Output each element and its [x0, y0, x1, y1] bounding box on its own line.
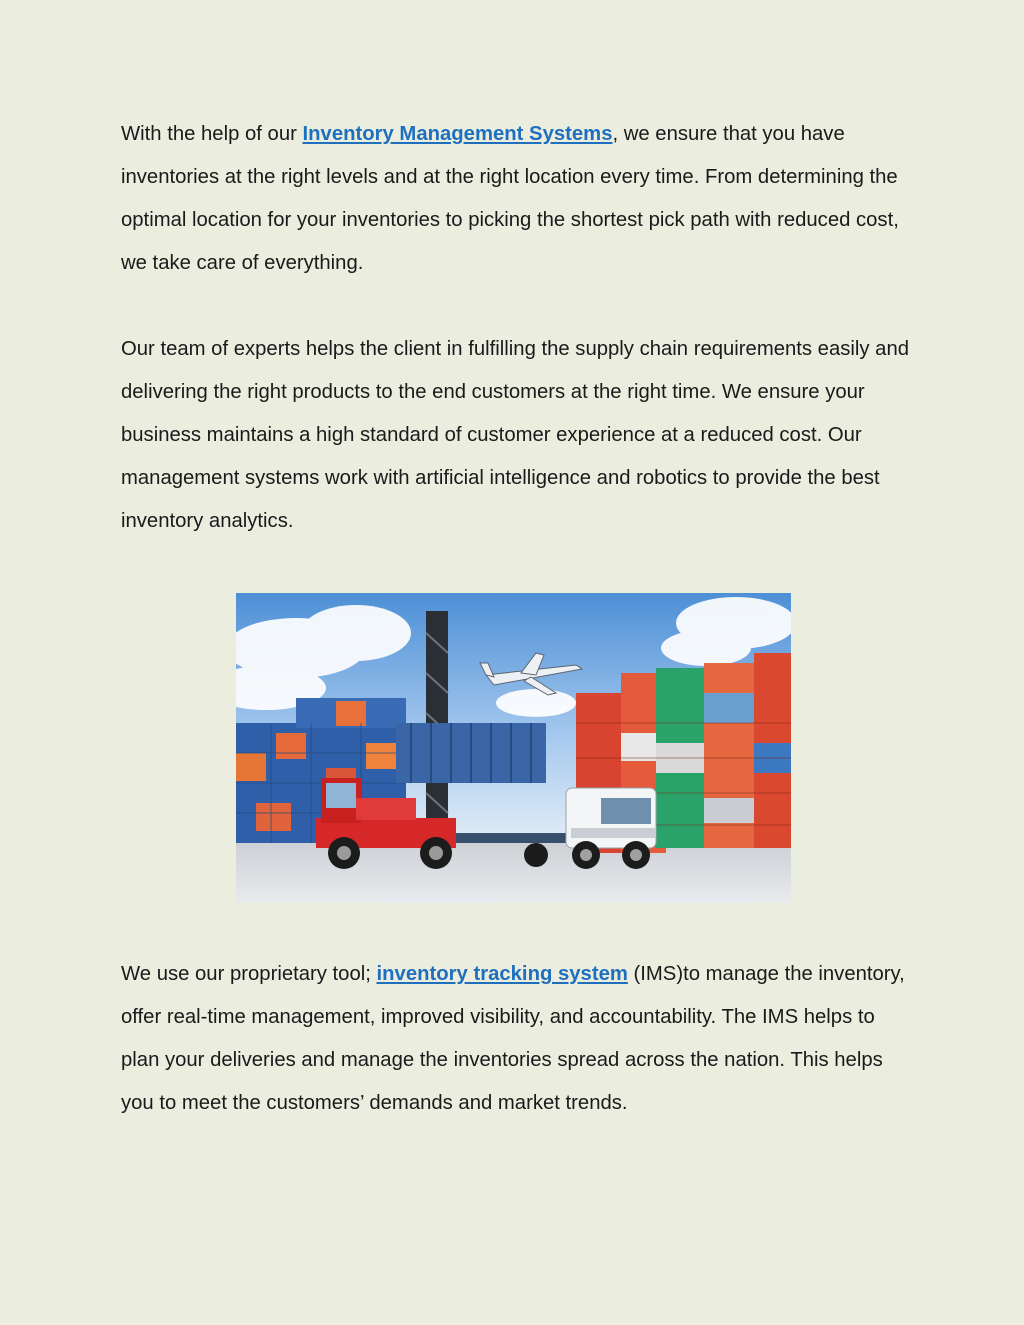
- logistics-photo: [236, 593, 791, 903]
- inventory-management-systems-link[interactable]: Inventory Management Systems: [302, 123, 613, 145]
- paragraph-tracking-text-after: (IMS)to manage the inventory, offer real-time management, improved visibility, and accountability. The IMS helps to plan your deliveries and manage the inventories spread across the nation. This helps you to meet the customers’ demands and market trends.: [121, 963, 905, 1114]
- paragraph-intro: [121, 113, 911, 285]
- paragraph-experts: [121, 328, 911, 543]
- paragraph-intro-text-after: , we ensure that you have inventories at the right levels and at the right location every time. From determining the optimal location for your inventories to picking the shortest pick path with reduced cost, we take care of everything.: [121, 123, 899, 274]
- paragraph-tracking-text-before: We use our proprietary tool;: [121, 963, 377, 985]
- inventory-tracking-system-link[interactable]: inventory tracking system: [376, 963, 628, 985]
- paragraph-experts-text: Our team of experts helps the client in fulfilling the supply chain requirements easily and delivering the right products to the end customers at the right time. We ensure your business maintains a high standard of customer experience at a reduced cost. Our management systems work with artificial intelligence and robotics to provide the best inventory analytics.: [121, 338, 910, 532]
- lifted-container: [396, 723, 546, 783]
- paragraph-tracking: [121, 953, 911, 1125]
- trailer: [456, 833, 576, 843]
- reach-stacker-mast: [426, 611, 448, 831]
- paragraph-intro-text-before: With the help of our: [121, 123, 303, 145]
